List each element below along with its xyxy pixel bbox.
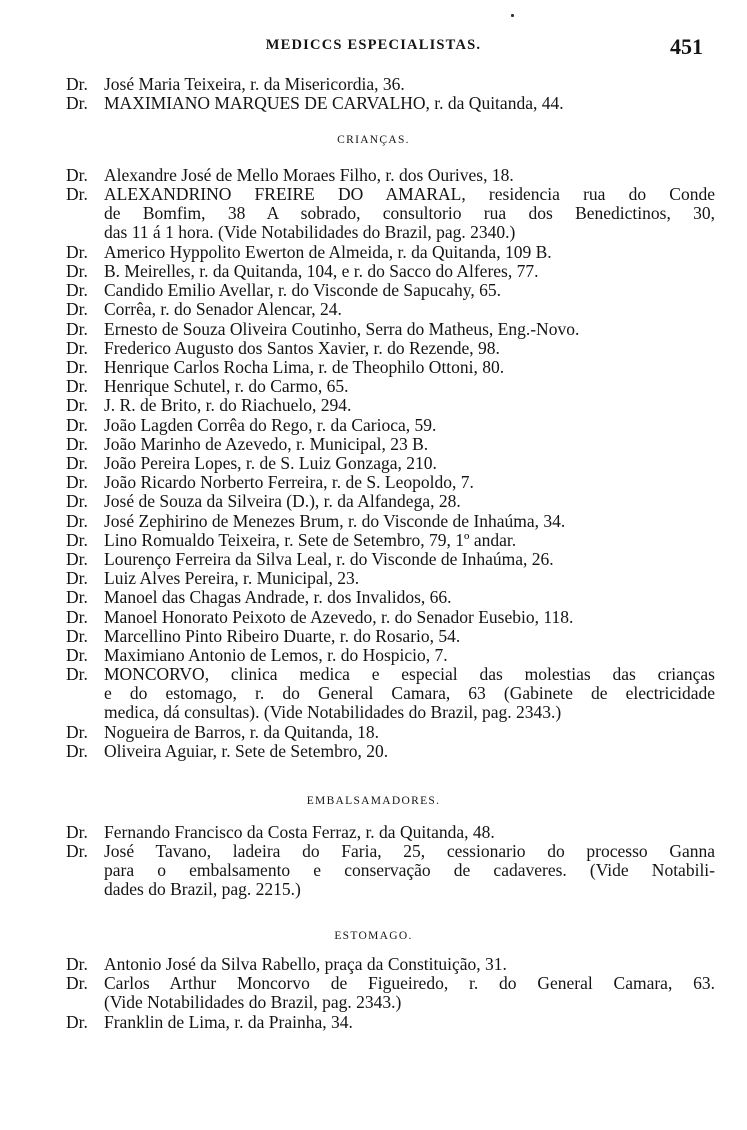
entry-prefix: Dr. (66, 568, 88, 589)
entry-prefix: Dr. (66, 376, 88, 397)
entry-prefix: Dr. (66, 549, 88, 569)
entry-prefix: Dr. (66, 1011, 88, 1032)
directory-entry (66, 339, 715, 358)
entry-text-line: das 11 á 1 hora. (Vide Notabilidades do Brazil, pag. 2340.) (104, 222, 516, 243)
directory-entry (66, 608, 715, 627)
entry-text-line: João Marinho de Azevedo, r. Municipal, 23 B. (104, 433, 429, 454)
entry-text-line: Ernesto de Souza Oliveira Coutinho, Serra do Matheus, Eng.-Novo. (104, 318, 580, 339)
directory-entry (66, 416, 715, 435)
entry-text-line: Lourenço Ferreira da Silva Leal, r. do Visconde de Inhaúma, 26. (104, 549, 554, 569)
directory-entry (66, 358, 715, 377)
entry-prefix: Dr. (66, 625, 88, 646)
directory-entry (66, 281, 715, 300)
entry-text-line: B. Meirelles, r. da Quitanda, 104, e r. do Sacco do Alferes, 77. (104, 261, 539, 281)
directory-entry (66, 742, 715, 761)
entry-prefix: Dr. (66, 491, 88, 512)
running-title: MEDICCS ESPECIALISTAS. (265, 37, 482, 53)
entry-prefix: Dr. (66, 664, 88, 685)
directory-entry (66, 473, 715, 492)
directory-entry (66, 569, 715, 588)
directory-entry (66, 300, 715, 319)
entry-prefix: Dr. (66, 510, 88, 531)
entry-prefix: Dr. (66, 841, 88, 862)
entry-text-line: MAXIMIANO MARQUES DE CARVALHO, r. da Quitanda, 44. (104, 93, 564, 114)
entry-text-line: Carlos Arthur Moncorvo de Figueiredo, r. do General Camara, 63. (104, 973, 715, 994)
entry-prefix: Dr. (66, 472, 88, 493)
directory-entry (66, 588, 715, 607)
entry-text-line: Marcellino Pinto Ribeiro Duarte, r. do Rosario, 54. (104, 625, 461, 646)
directory-entry (66, 627, 715, 646)
entry-text-line: Oliveira Aguiar, r. Sete de Setembro, 20. (104, 741, 389, 761)
entry-prefix: Dr. (66, 261, 88, 281)
entry-prefix: Dr. (66, 241, 88, 262)
entry-text-line: Lino Romualdo Teixeira, r. Sete de Setembro, 79, 1º andar. (104, 529, 517, 550)
entry-text-line: e do estomago, r. do General Camara, 63 (Gabinete de electricidade (104, 683, 715, 704)
entry-text-line: Corrêa, r. do Senador Alencar, 24. (104, 299, 342, 320)
entry-prefix: Dr. (66, 414, 88, 435)
directory-entry (66, 531, 715, 550)
entry-prefix: Dr. (66, 587, 88, 608)
entry-prefix: Dr. (66, 973, 88, 994)
entry-text-line: José de Souza da Silveira (D.), r. da Alfandega, 28. (104, 491, 461, 512)
entry-text-line: Luiz Alves Pereira, r. Municipal, 23. (104, 568, 360, 589)
running-header (0, 34, 747, 58)
directory-entry (66, 646, 715, 665)
entry-text-line: Candido Emilio Avellar, r. do Visconde de Sapucahy, 65. (104, 280, 501, 301)
entry-prefix: Dr. (66, 395, 88, 416)
section-heading: CRIANÇAS. (337, 134, 410, 146)
entry-text-line: João Lagden Corrêa do Rego, r. da Carioca, 59. (104, 414, 437, 435)
entry-text-line: Manoel das Chagas Andrade, r. dos Invalidos, 66. (104, 587, 452, 608)
directory-entry (66, 842, 715, 899)
entry-text-line: Henrique Carlos Rocha Lima, r. de Theophilo Ottoni, 80. (104, 357, 505, 377)
entry-text-line: Americo Hyppolito Ewerton de Almeida, r. da Quitanda, 109 B. (104, 241, 552, 262)
entry-text-line: Fernando Francisco da Costa Ferraz, r. da Quitanda, 48. (104, 822, 495, 842)
entry-text-line: MONCORVO, clinica medica e especial das molestias das crianças (104, 664, 715, 685)
entry-prefix: Dr. (66, 954, 88, 974)
entry-text-line: Manoel Honorato Peixoto de Azevedo, r. do Senador Eusebio, 118. (104, 606, 574, 627)
entry-text-line: Frederico Augusto dos Santos Xavier, r. do Rezende, 98. (104, 337, 500, 358)
directory-entry (66, 974, 715, 1012)
entry-prefix: Dr. (66, 453, 88, 473)
entry-text-line: Antonio José da Silva Rabello, praça da Constituição, 31. (104, 954, 507, 974)
directory-entry (66, 955, 715, 974)
section-heading: ESTOMAGO. (334, 930, 413, 942)
directory-entry (66, 512, 715, 531)
entry-text-line: de Bomfim, 38 A sobrado, consultorio rua dos Benedictinos, 30, (104, 203, 715, 224)
directory-entry (66, 1013, 715, 1032)
entry-text-line: José Tavano, ladeira do Faria, 25, cessionario do processo Ganna (104, 841, 715, 862)
entry-text-line: (Vide Notabilidades do Brazil, pag. 2343.) (104, 992, 402, 1013)
entry-text-line: Franklin de Lima, r. da Prainha, 34. (104, 1011, 353, 1032)
entry-text-line: Alexandre José de Mello Moraes Filho, r. dos Ourives, 18. (104, 165, 514, 185)
entry-prefix: Dr. (66, 721, 88, 742)
entry-prefix: Dr. (66, 280, 88, 301)
entry-text-line: José Zephirino de Menezes Brum, r. do Visconde de Inhaúma, 34. (104, 510, 566, 531)
directory-entry (66, 185, 715, 242)
entry-prefix: Dr. (66, 184, 88, 205)
section-heading: EMBALSAMADORES. (306, 795, 441, 807)
entry-text-line: para o embalsamento e conservação de cadaveres. (Vide Notabili- (104, 860, 715, 881)
entry-prefix: Dr. (66, 74, 88, 94)
entry-prefix: Dr. (66, 357, 88, 377)
entry-prefix: Dr. (66, 741, 88, 761)
directory-entry (66, 723, 715, 742)
entry-text-line: medica, dá consultas). (Vide Notabilidades do Brazil, pag. 2343.) (104, 702, 562, 723)
directory-entry (66, 377, 715, 396)
entry-text-line: Henrique Schutel, r. do Carmo, 65. (104, 376, 349, 397)
directory-entry (66, 243, 715, 262)
directory-entry (66, 454, 715, 473)
directory-entry (66, 823, 715, 842)
entry-text-line: José Maria Teixeira, r. da Misericordia, 36. (104, 74, 405, 94)
entry-prefix: Dr. (66, 822, 88, 842)
directory-entry (66, 550, 715, 569)
directory-entry (66, 665, 715, 722)
entry-prefix: Dr. (66, 529, 88, 550)
directory-entry (66, 94, 715, 113)
directory-entry (66, 435, 715, 454)
entry-text-line: João Pereira Lopes, r. de S. Luiz Gonzaga, 210. (104, 453, 437, 473)
directory-entry (66, 75, 715, 94)
entry-text-line: Maximiano Antonio de Lemos, r. do Hospicio, 7. (104, 645, 448, 665)
directory-entry (66, 166, 715, 185)
entry-prefix: Dr. (66, 433, 88, 454)
entry-text-line: Nogueira de Barros, r. da Quitanda, 18. (104, 721, 380, 742)
entry-prefix: Dr. (66, 165, 88, 185)
speck-mark (511, 14, 514, 17)
directory-entry (66, 262, 715, 281)
entry-text-line: João Ricardo Norberto Ferreira, r. de S. Leopoldo, 7. (104, 472, 474, 493)
directory-entry (66, 320, 715, 339)
page-number: 451 (670, 34, 703, 59)
entry-prefix: Dr. (66, 299, 88, 320)
entry-text-line: dades do Brazil, pag. 2215.) (104, 879, 301, 900)
entry-text-line: J. R. de Brito, r. do Riachuelo, 294. (104, 395, 352, 416)
entry-prefix: Dr. (66, 318, 88, 339)
entry-prefix: Dr. (66, 337, 88, 358)
entry-prefix: Dr. (66, 606, 88, 627)
directory-entry (66, 492, 715, 511)
directory-entry (66, 396, 715, 415)
entry-text-line: ALEXANDRINO FREIRE DO AMARAL, residencia rua do Conde (104, 184, 715, 205)
entry-prefix: Dr. (66, 645, 88, 665)
entry-prefix: Dr. (66, 93, 88, 114)
